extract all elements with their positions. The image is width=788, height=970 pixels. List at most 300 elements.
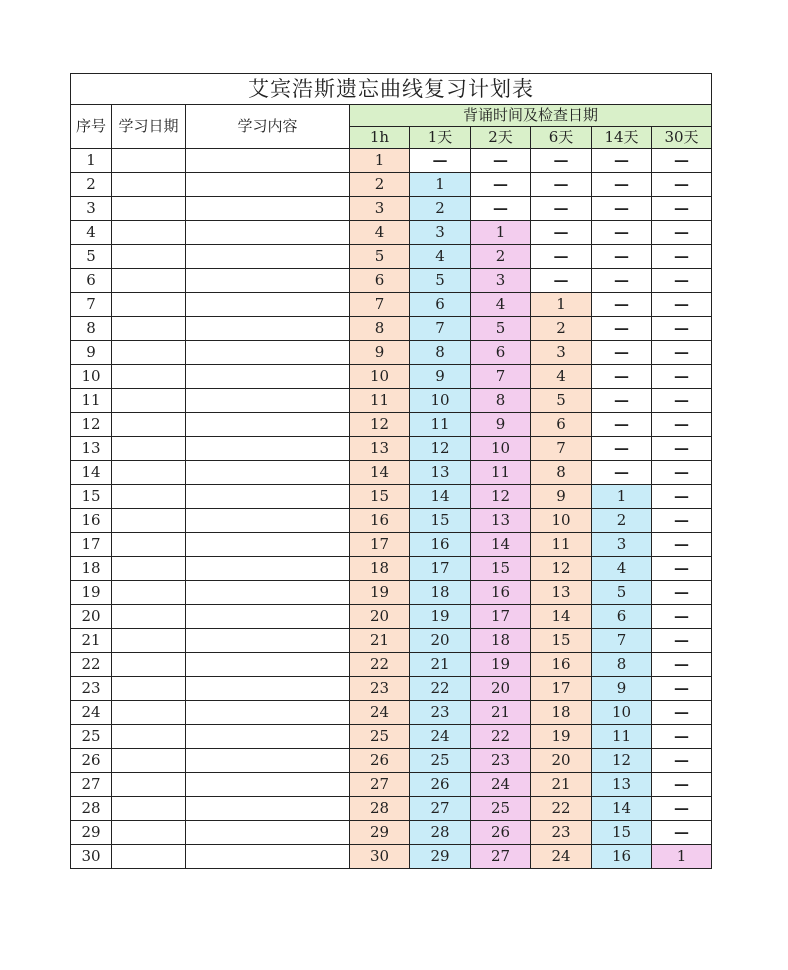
review-cell-1h: 6 [350, 269, 410, 293]
review-cell-14d: — [592, 437, 652, 461]
review-cell-6d: 3 [531, 341, 592, 365]
review-cell-14d: 14 [592, 797, 652, 821]
row-index: 29 [71, 821, 112, 845]
table-row [71, 701, 712, 725]
study-date-cell[interactable] [112, 581, 186, 605]
review-cell-14d: 1 [592, 485, 652, 509]
row-index: 14 [71, 461, 112, 485]
study-date-cell[interactable] [112, 269, 186, 293]
review-cell-6d: 18 [531, 701, 592, 725]
review-cell-6d: — [531, 245, 592, 269]
header-content: 学习内容 [186, 105, 350, 149]
review-cell-2d: 24 [471, 773, 531, 797]
table-row [71, 317, 712, 341]
review-cell-30d: — [652, 485, 712, 509]
study-date-cell[interactable] [112, 293, 186, 317]
row-index: 21 [71, 629, 112, 653]
header-date: 学习日期 [112, 105, 186, 149]
study-content-cell[interactable] [186, 629, 350, 653]
study-content-cell[interactable] [186, 701, 350, 725]
study-date-cell[interactable] [112, 701, 186, 725]
review-cell-2d: 18 [471, 629, 531, 653]
study-date-cell[interactable] [112, 821, 186, 845]
review-cell-2d: 2 [471, 245, 531, 269]
review-cell-14d: 9 [592, 677, 652, 701]
study-date-cell[interactable] [112, 245, 186, 269]
row-index: 27 [71, 773, 112, 797]
review-cell-2d: 23 [471, 749, 531, 773]
table-row [71, 365, 712, 389]
review-cell-1d: 9 [410, 365, 471, 389]
review-cell-30d: — [652, 533, 712, 557]
review-cell-1d: 11 [410, 413, 471, 437]
review-cell-1d: 10 [410, 389, 471, 413]
review-cell-14d: 2 [592, 509, 652, 533]
review-cell-2d: 25 [471, 797, 531, 821]
table-row [71, 389, 712, 413]
study-content-cell[interactable] [186, 725, 350, 749]
review-cell-1h: 8 [350, 317, 410, 341]
study-content-cell[interactable] [186, 509, 350, 533]
review-cell-1d: 22 [410, 677, 471, 701]
review-cell-14d: 13 [592, 773, 652, 797]
review-cell-6d: 4 [531, 365, 592, 389]
study-content-cell[interactable] [186, 797, 350, 821]
study-date-cell[interactable] [112, 485, 186, 509]
study-content-cell[interactable] [186, 389, 350, 413]
review-cell-30d: — [652, 365, 712, 389]
study-date-cell[interactable] [112, 197, 186, 221]
review-cell-1d: 2 [410, 197, 471, 221]
header-review-2d: 2天 [471, 127, 531, 149]
review-cell-30d: — [652, 437, 712, 461]
review-cell-14d: — [592, 365, 652, 389]
review-cell-2d: 9 [471, 413, 531, 437]
table-row [71, 173, 712, 197]
review-cell-6d: 24 [531, 845, 592, 869]
study-date-cell[interactable] [112, 173, 186, 197]
review-cell-1d: 28 [410, 821, 471, 845]
study-content-cell[interactable] [186, 437, 350, 461]
row-index: 16 [71, 509, 112, 533]
study-content-cell[interactable] [186, 197, 350, 221]
review-cell-30d: — [652, 701, 712, 725]
table-row [71, 461, 712, 485]
header-index: 序号 [71, 105, 112, 149]
header-review-14d: 14天 [592, 127, 652, 149]
review-cell-2d: 8 [471, 389, 531, 413]
row-index: 4 [71, 221, 112, 245]
study-content-cell[interactable] [186, 317, 350, 341]
review-cell-1d: 7 [410, 317, 471, 341]
study-content-cell[interactable] [186, 485, 350, 509]
review-cell-2d: 21 [471, 701, 531, 725]
review-cell-30d: — [652, 581, 712, 605]
review-cell-6d: — [531, 197, 592, 221]
review-cell-1h: 27 [350, 773, 410, 797]
review-cell-14d: 11 [592, 725, 652, 749]
row-index: 12 [71, 413, 112, 437]
sheet-title: 艾宾浩斯遗忘曲线复习计划表 [71, 74, 712, 105]
review-cell-1h: 22 [350, 653, 410, 677]
review-cell-6d: — [531, 221, 592, 245]
study-date-cell[interactable] [112, 149, 186, 173]
review-cell-14d: 4 [592, 557, 652, 581]
review-cell-6d: 12 [531, 557, 592, 581]
header-review-30d: 30天 [652, 127, 712, 149]
review-cell-14d: — [592, 461, 652, 485]
review-cell-6d: 6 [531, 413, 592, 437]
review-cell-14d: 16 [592, 845, 652, 869]
review-cell-1d: 24 [410, 725, 471, 749]
review-cell-30d: — [652, 389, 712, 413]
study-date-cell[interactable] [112, 461, 186, 485]
review-cell-2d: 3 [471, 269, 531, 293]
table-row [71, 413, 712, 437]
review-cell-14d: 7 [592, 629, 652, 653]
study-date-cell[interactable] [112, 509, 186, 533]
review-cell-1d: 18 [410, 581, 471, 605]
row-index: 25 [71, 725, 112, 749]
study-date-cell[interactable] [112, 773, 186, 797]
study-date-cell[interactable] [112, 413, 186, 437]
review-cell-30d: — [652, 221, 712, 245]
table-row [71, 677, 712, 701]
review-cell-6d: 7 [531, 437, 592, 461]
review-cell-1h: 26 [350, 749, 410, 773]
review-cell-1d: 26 [410, 773, 471, 797]
review-cell-1h: 21 [350, 629, 410, 653]
review-cell-1d: 20 [410, 629, 471, 653]
review-cell-1d: 17 [410, 557, 471, 581]
study-content-cell[interactable] [186, 821, 350, 845]
table-row [71, 293, 712, 317]
study-date-cell[interactable] [112, 677, 186, 701]
review-cell-2d: 20 [471, 677, 531, 701]
review-cell-30d: — [652, 269, 712, 293]
review-cell-1h: 16 [350, 509, 410, 533]
study-date-cell[interactable] [112, 845, 186, 869]
review-cell-30d: — [652, 413, 712, 437]
review-cell-14d: 6 [592, 605, 652, 629]
review-cell-14d: — [592, 173, 652, 197]
review-cell-1h: 15 [350, 485, 410, 509]
review-cell-1d: 5 [410, 269, 471, 293]
row-index: 24 [71, 701, 112, 725]
study-content-cell[interactable] [186, 605, 350, 629]
review-cell-14d: 15 [592, 821, 652, 845]
row-index: 9 [71, 341, 112, 365]
review-cell-6d: 2 [531, 317, 592, 341]
review-cell-2d: 26 [471, 821, 531, 845]
review-cell-14d: — [592, 197, 652, 221]
study-date-cell[interactable] [112, 341, 186, 365]
review-cell-6d: 22 [531, 797, 592, 821]
review-cell-14d: — [592, 389, 652, 413]
review-cell-1d: 15 [410, 509, 471, 533]
review-cell-14d: — [592, 269, 652, 293]
study-date-cell[interactable] [112, 725, 186, 749]
table-row [71, 437, 712, 461]
study-content-cell[interactable] [186, 845, 350, 869]
study-content-cell[interactable] [186, 221, 350, 245]
table-row [71, 557, 712, 581]
review-cell-1d: 1 [410, 173, 471, 197]
review-cell-2d: 17 [471, 605, 531, 629]
review-cell-2d: 4 [471, 293, 531, 317]
review-cell-6d: 23 [531, 821, 592, 845]
study-date-cell[interactable] [112, 749, 186, 773]
review-cell-14d: 10 [592, 701, 652, 725]
review-cell-14d: 5 [592, 581, 652, 605]
review-cell-6d: 20 [531, 749, 592, 773]
review-plan-table [70, 73, 712, 869]
review-cell-30d: — [652, 173, 712, 197]
review-cell-1h: 20 [350, 605, 410, 629]
review-cell-2d: 11 [471, 461, 531, 485]
row-index: 30 [71, 845, 112, 869]
study-content-cell[interactable] [186, 413, 350, 437]
review-cell-1d: 27 [410, 797, 471, 821]
review-cell-2d: 15 [471, 557, 531, 581]
table-row [71, 197, 712, 221]
table-row [71, 797, 712, 821]
review-cell-6d: 11 [531, 533, 592, 557]
study-content-cell[interactable] [186, 269, 350, 293]
review-cell-30d: — [652, 197, 712, 221]
review-cell-1h: 30 [350, 845, 410, 869]
row-index: 15 [71, 485, 112, 509]
row-index: 8 [71, 317, 112, 341]
study-content-cell[interactable] [186, 173, 350, 197]
row-index: 26 [71, 749, 112, 773]
review-cell-14d: 3 [592, 533, 652, 557]
review-cell-2d: — [471, 173, 531, 197]
study-content-cell[interactable] [186, 653, 350, 677]
review-cell-14d: 8 [592, 653, 652, 677]
review-cell-2d: 13 [471, 509, 531, 533]
review-cell-30d: — [652, 557, 712, 581]
review-cell-1h: 12 [350, 413, 410, 437]
review-cell-14d: — [592, 293, 652, 317]
header-review-1d: 1天 [410, 127, 471, 149]
review-cell-1h: 29 [350, 821, 410, 845]
review-cell-1h: 24 [350, 701, 410, 725]
review-cell-6d: — [531, 269, 592, 293]
table-row [71, 581, 712, 605]
study-date-cell[interactable] [112, 437, 186, 461]
review-cell-6d: 8 [531, 461, 592, 485]
row-index: 17 [71, 533, 112, 557]
review-cell-6d: 16 [531, 653, 592, 677]
review-cell-1d: 4 [410, 245, 471, 269]
review-cell-2d: — [471, 197, 531, 221]
study-content-cell[interactable] [186, 533, 350, 557]
row-index: 10 [71, 365, 112, 389]
review-cell-1h: 18 [350, 557, 410, 581]
review-cell-30d: 1 [652, 845, 712, 869]
review-cell-1d: 3 [410, 221, 471, 245]
review-cell-14d: — [592, 341, 652, 365]
table-row [71, 533, 712, 557]
row-index: 28 [71, 797, 112, 821]
review-cell-14d: — [592, 221, 652, 245]
review-cell-1h: 5 [350, 245, 410, 269]
review-cell-1h: 1 [350, 149, 410, 173]
table-row [71, 845, 712, 869]
review-cell-1h: 28 [350, 797, 410, 821]
table-row [71, 653, 712, 677]
review-cell-6d: 1 [531, 293, 592, 317]
review-cell-14d: 12 [592, 749, 652, 773]
review-cell-2d: 16 [471, 581, 531, 605]
review-cell-2d: 14 [471, 533, 531, 557]
study-content-cell[interactable] [186, 677, 350, 701]
review-cell-1h: 17 [350, 533, 410, 557]
review-cell-1h: 14 [350, 461, 410, 485]
study-content-cell[interactable] [186, 365, 350, 389]
review-cell-6d: 15 [531, 629, 592, 653]
review-cell-30d: — [652, 749, 712, 773]
table-row [71, 221, 712, 245]
study-date-cell[interactable] [112, 365, 186, 389]
review-cell-6d: 13 [531, 581, 592, 605]
review-cell-1h: 2 [350, 173, 410, 197]
review-cell-2d: 22 [471, 725, 531, 749]
header-review-6d: 6天 [531, 127, 592, 149]
review-cell-2d: 10 [471, 437, 531, 461]
study-content-cell[interactable] [186, 773, 350, 797]
study-date-cell[interactable] [112, 533, 186, 557]
review-cell-1d: 25 [410, 749, 471, 773]
review-cell-1h: 23 [350, 677, 410, 701]
study-date-cell[interactable] [112, 629, 186, 653]
review-cell-1d: 12 [410, 437, 471, 461]
review-cell-1d: 13 [410, 461, 471, 485]
review-cell-1h: 10 [350, 365, 410, 389]
table-row [71, 269, 712, 293]
review-cell-30d: — [652, 293, 712, 317]
review-cell-30d: — [652, 461, 712, 485]
review-cell-6d: 14 [531, 605, 592, 629]
row-index: 7 [71, 293, 112, 317]
review-cell-30d: — [652, 149, 712, 173]
review-cell-6d: 9 [531, 485, 592, 509]
review-cell-14d: — [592, 413, 652, 437]
study-content-cell[interactable] [186, 581, 350, 605]
table-row [71, 725, 712, 749]
table-row [71, 749, 712, 773]
review-cell-6d: 10 [531, 509, 592, 533]
review-cell-30d: — [652, 509, 712, 533]
review-cell-30d: — [652, 797, 712, 821]
review-cell-14d: — [592, 317, 652, 341]
review-cell-1d: — [410, 149, 471, 173]
study-date-cell[interactable] [112, 317, 186, 341]
study-content-cell[interactable] [186, 461, 350, 485]
review-cell-1h: 9 [350, 341, 410, 365]
review-cell-1h: 11 [350, 389, 410, 413]
review-cell-2d: — [471, 149, 531, 173]
row-index: 3 [71, 197, 112, 221]
study-content-cell[interactable] [186, 293, 350, 317]
table-row [71, 773, 712, 797]
review-cell-2d: 1 [471, 221, 531, 245]
header-review-group: 背诵时间及检查日期 [350, 105, 712, 127]
row-index: 11 [71, 389, 112, 413]
review-cell-30d: — [652, 605, 712, 629]
review-cell-1d: 8 [410, 341, 471, 365]
review-cell-6d: — [531, 149, 592, 173]
study-date-cell[interactable] [112, 605, 186, 629]
row-index: 6 [71, 269, 112, 293]
table-row [71, 341, 712, 365]
table-row [71, 485, 712, 509]
review-cell-30d: — [652, 773, 712, 797]
review-cell-1h: 25 [350, 725, 410, 749]
review-cell-2d: 5 [471, 317, 531, 341]
review-cell-2d: 12 [471, 485, 531, 509]
table-row [71, 605, 712, 629]
review-cell-2d: 6 [471, 341, 531, 365]
review-cell-14d: — [592, 149, 652, 173]
row-index: 2 [71, 173, 112, 197]
review-cell-1d: 6 [410, 293, 471, 317]
study-content-cell[interactable] [186, 557, 350, 581]
study-date-cell[interactable] [112, 797, 186, 821]
review-cell-14d: — [592, 245, 652, 269]
study-content-cell[interactable] [186, 245, 350, 269]
review-cell-1d: 16 [410, 533, 471, 557]
review-cell-30d: — [652, 653, 712, 677]
review-cell-6d: 19 [531, 725, 592, 749]
study-content-cell[interactable] [186, 749, 350, 773]
study-date-cell[interactable] [112, 557, 186, 581]
review-cell-30d: — [652, 317, 712, 341]
study-date-cell[interactable] [112, 389, 186, 413]
review-cell-30d: — [652, 821, 712, 845]
table-row [71, 629, 712, 653]
review-cell-30d: — [652, 677, 712, 701]
header-review-1h: 1h [350, 127, 410, 149]
review-cell-6d: — [531, 173, 592, 197]
study-date-cell[interactable] [112, 221, 186, 245]
review-cell-30d: — [652, 629, 712, 653]
study-content-cell[interactable] [186, 341, 350, 365]
table-row [71, 149, 712, 173]
review-cell-6d: 17 [531, 677, 592, 701]
study-content-cell[interactable] [186, 149, 350, 173]
review-cell-1d: 14 [410, 485, 471, 509]
review-cell-1h: 3 [350, 197, 410, 221]
review-cell-30d: — [652, 341, 712, 365]
row-index: 22 [71, 653, 112, 677]
row-index: 20 [71, 605, 112, 629]
review-cell-30d: — [652, 725, 712, 749]
review-cell-1h: 19 [350, 581, 410, 605]
row-index: 1 [71, 149, 112, 173]
study-date-cell[interactable] [112, 653, 186, 677]
review-cell-1d: 19 [410, 605, 471, 629]
review-cell-1h: 4 [350, 221, 410, 245]
review-cell-2d: 27 [471, 845, 531, 869]
table-row [71, 245, 712, 269]
table-row [71, 821, 712, 845]
review-cell-30d: — [652, 245, 712, 269]
review-cell-2d: 7 [471, 365, 531, 389]
row-index: 19 [71, 581, 112, 605]
table-row [71, 509, 712, 533]
